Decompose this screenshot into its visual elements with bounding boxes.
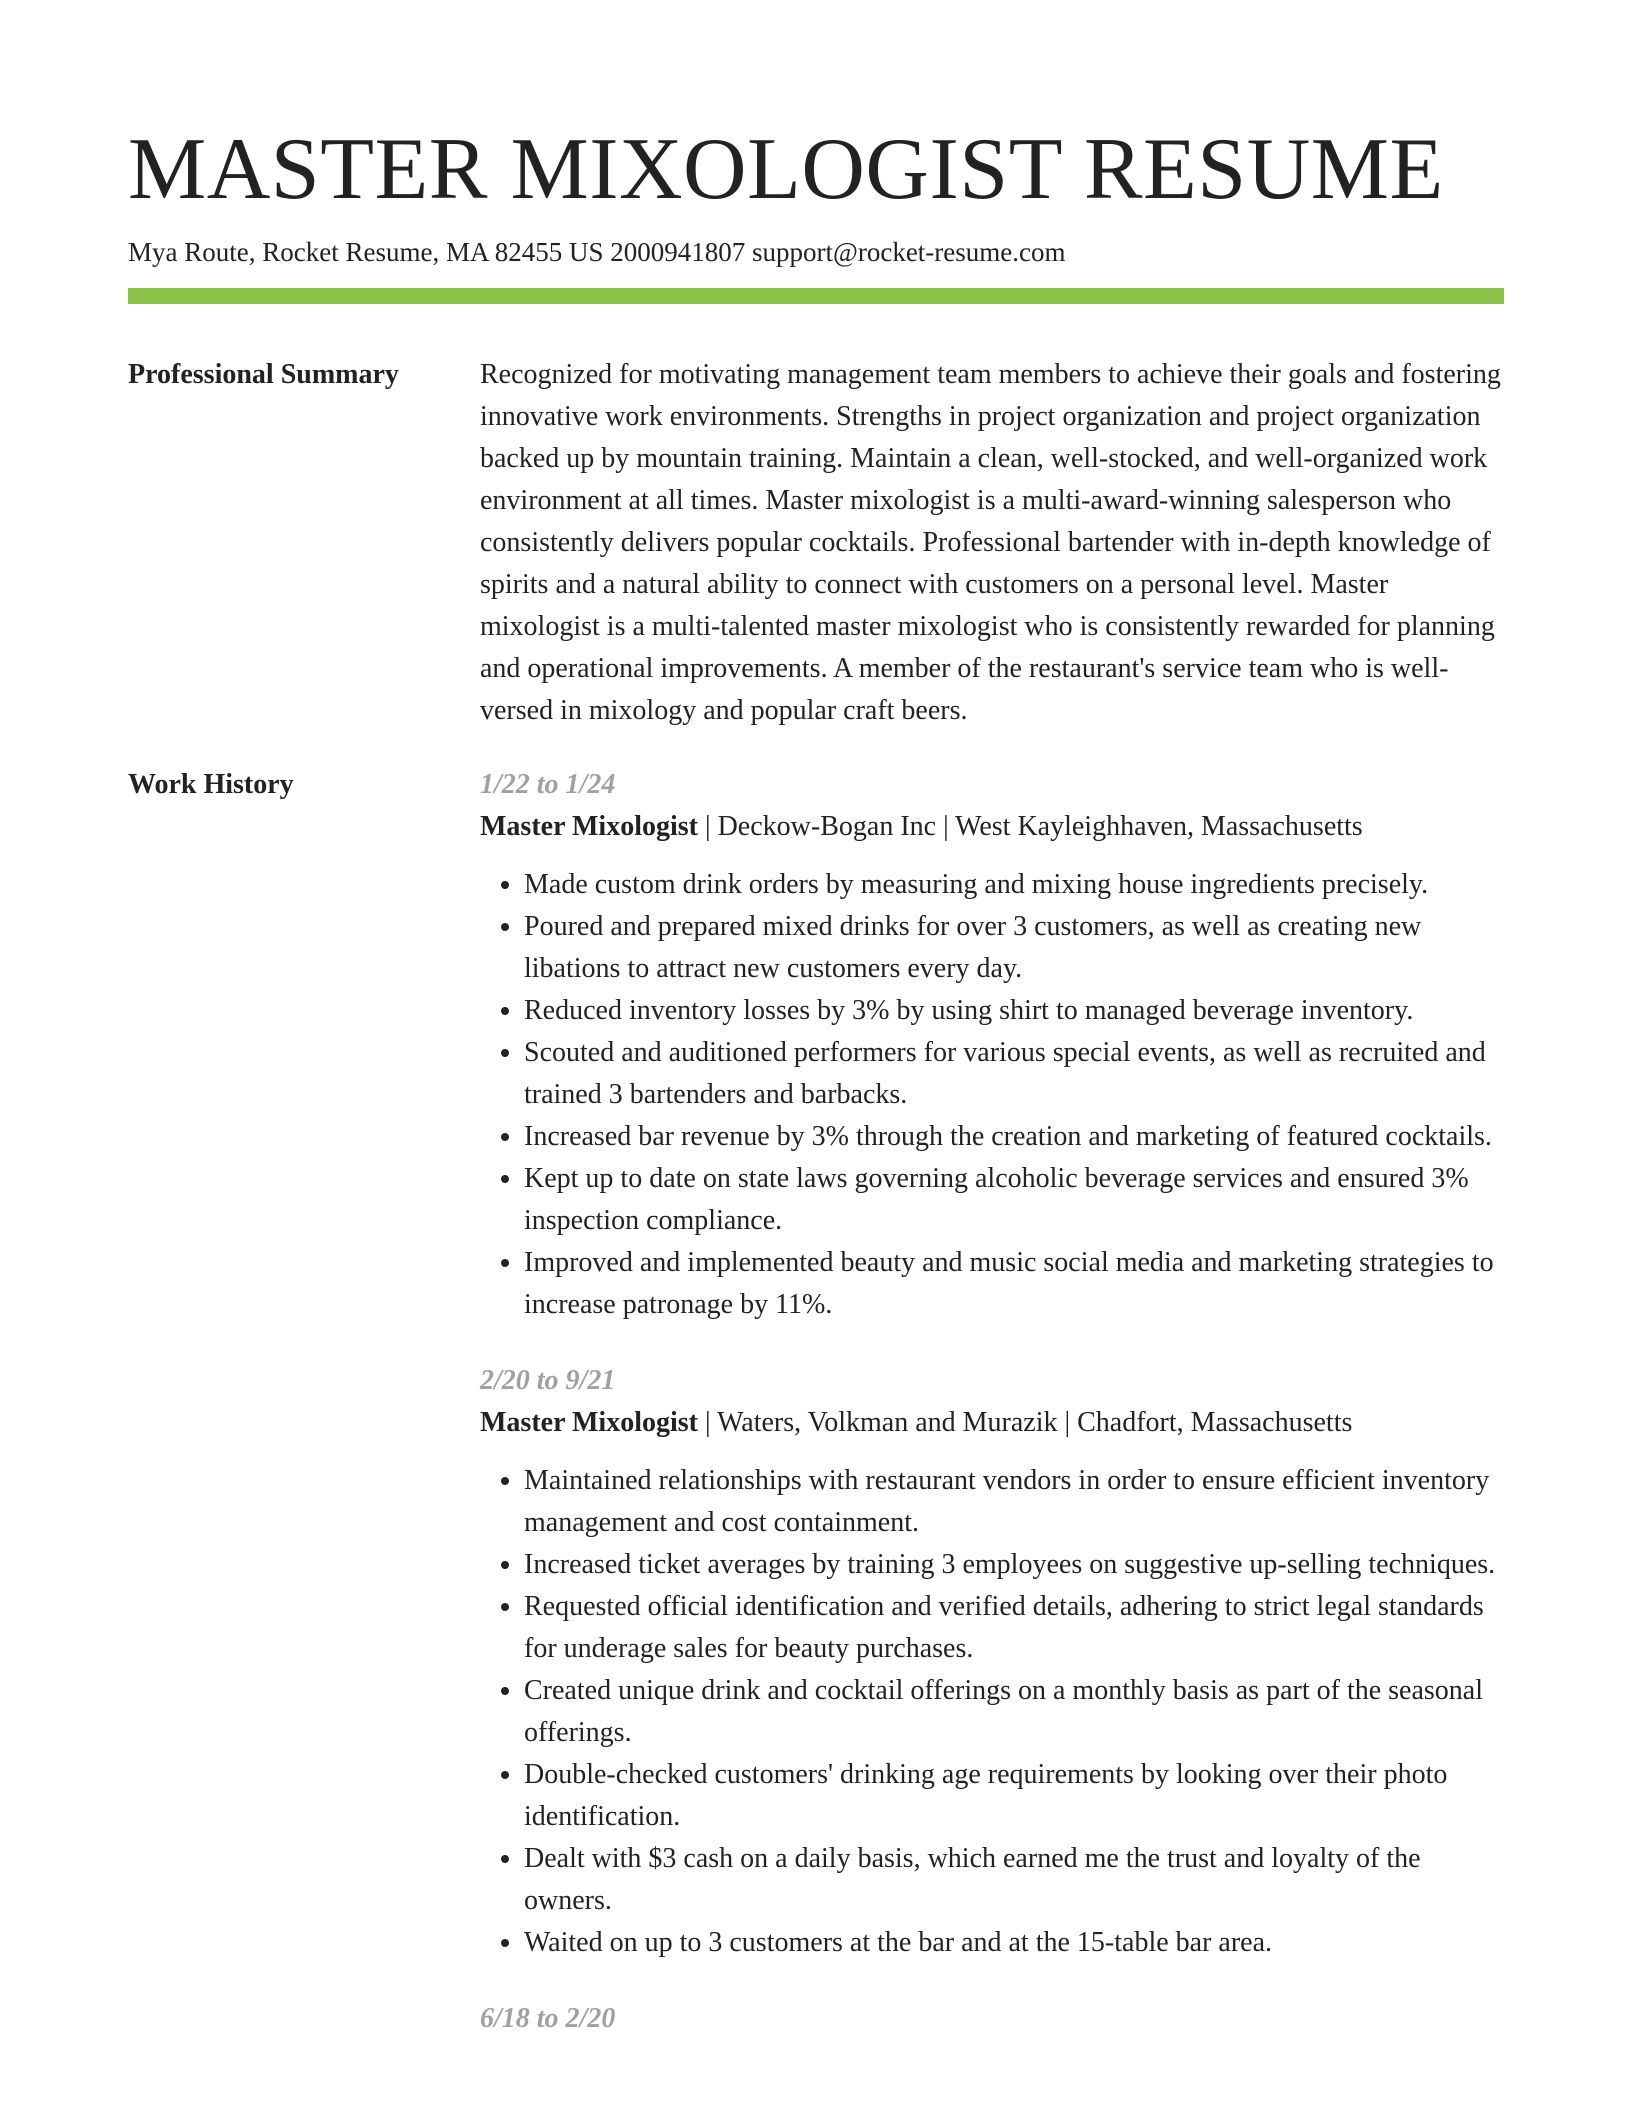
contact-line: Mya Route, Rocket Resume, MA 82455 US 2000941807 support@rocket-resume.com bbox=[128, 237, 1066, 267]
list-item: • Waited on up to 3 customers at the bar and at the 15-table bar area. bbox=[524, 1922, 1504, 1964]
list-item: • Dealt with $3 cash on a daily basis, which earned me the trust and loyalty of the owners. bbox=[524, 1838, 1504, 1922]
list-item: • Increased ticket averages by training 3 employees on suggestive up-selling techniques. bbox=[524, 1544, 1504, 1586]
work-history-section bbox=[128, 764, 1504, 2074]
list-item: • Reduced inventory losses by 3% by using shirt to managed beverage inventory. bbox=[524, 990, 1504, 1032]
job-bullet-list bbox=[480, 864, 1504, 1326]
work-history-body bbox=[480, 764, 1504, 2074]
summary-text: Recognized for motivating management team members to achieve their goals and fostering innovative work environments. Strengths in project organization and project organization backed up by mountain training. Maintain a clean, well-stocked, and well-organized work environment at all times. Master mixologist is a multi-award-winning salesperson who consistently delivers popular cocktails. Professional bartender with in-depth knowledge of spirits and a natural ability to connect with customers on a personal level. Master mixologist is a multi-talented master mixologist who is consistently rewarded for planning and operational improvements. A member of the restaurant's service team who is well-versed in mixology and popular craft beers. bbox=[480, 359, 1501, 726]
job-entry bbox=[480, 764, 1504, 1326]
list-item: • Kept up to date on state laws governing alcoholic beverage services and ensured 3% inspection compliance. bbox=[524, 1158, 1504, 1242]
list-item: • Improved and implemented beauty and music social media and marketing strategies to increase patronage by 11%. bbox=[524, 1242, 1504, 1326]
job-details: | Deckow-Bogan Inc | West Kayleighhaven, Massachusetts bbox=[697, 811, 1363, 842]
header-divider bbox=[128, 288, 1504, 304]
job-bullet-list bbox=[480, 1460, 1504, 1964]
job-date: 1/22 to 1/24 bbox=[480, 769, 616, 800]
resume-page bbox=[128, 118, 1504, 2074]
job-date: 2/20 to 9/21 bbox=[480, 1365, 616, 1396]
section-label-work: Work History bbox=[128, 769, 294, 800]
list-item: • Scouted and auditioned performers for various special events, as well as recruited and trained 3 bartenders and barbacks. bbox=[524, 1032, 1504, 1116]
job-date: 6/18 to 2/20 bbox=[480, 2003, 616, 2034]
list-item: • Poured and prepared mixed drinks for over 3 customers, as well as creating new libations to attract new customers every day. bbox=[524, 906, 1504, 990]
summary-body bbox=[480, 354, 1504, 732]
job-entry bbox=[480, 1360, 1504, 1964]
section-label-summary: Professional Summary bbox=[128, 359, 399, 390]
job-heading bbox=[480, 1402, 1504, 1444]
job-title: Master Mixologist bbox=[480, 811, 698, 842]
job-heading bbox=[480, 806, 1504, 848]
list-item: • Double-checked customers' drinking age requirements by looking over their photo identification. bbox=[524, 1754, 1504, 1838]
job-entry bbox=[480, 1998, 1504, 2040]
list-item: • Increased bar revenue by 3% through the creation and marketing of featured cocktails. bbox=[524, 1116, 1504, 1158]
list-item: • Created unique drink and cocktail offerings on a monthly basis as part of the seasonal offerings. bbox=[524, 1670, 1504, 1754]
professional-summary-section bbox=[128, 354, 1504, 732]
list-item: • Maintained relationships with restaurant vendors in order to ensure efficient inventory management and cost containment. bbox=[524, 1460, 1504, 1544]
list-item: • Made custom drink orders by measuring and mixing house ingredients precisely. bbox=[524, 864, 1504, 906]
job-details: | Waters, Volkman and Murazik | Chadfort, Massachusetts bbox=[697, 1407, 1353, 1438]
list-item: • Requested official identification and verified details, adhering to strict legal standards for underage sales for beauty purchases. bbox=[524, 1586, 1504, 1670]
job-title: Master Mixologist bbox=[480, 1407, 698, 1438]
resume-title: MASTER MIXOLOGIST RESUME bbox=[128, 121, 1444, 218]
